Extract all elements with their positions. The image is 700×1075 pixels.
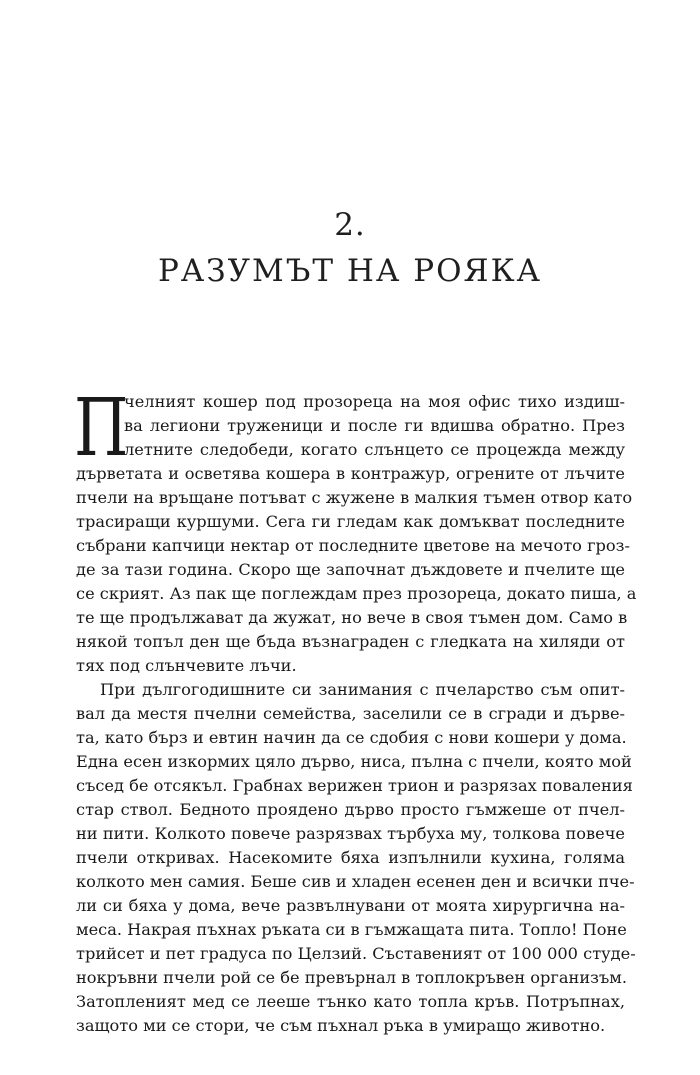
text-line: летните следобеди, когато слънцето се процежда между	[124, 440, 625, 459]
drop-cap: П	[74, 381, 129, 474]
text-line: Една есен изкормих цяло дърво, ниса, пълна с пчели, която мой	[76, 752, 632, 771]
text-line: пчели на връщане потъват с жужене в малкия тъмен отвор като	[76, 488, 633, 507]
text-line: те ще продължават да жужат, но вече в своя тъмен дом. Само в	[76, 608, 628, 627]
text-line: нокръвни пчели рой се бе превърнал в топлокръвен организъм.	[76, 968, 627, 987]
text-line: ни пити. Колкото повече разрязвах търбуха му, толкова повече	[76, 824, 625, 843]
chapter-number: 2.	[334, 207, 366, 243]
text-line: челният кошер под прозореца на моя офис тихо издиш-	[124, 392, 625, 411]
text-line: трийсет и пет градуса по Целзий. Съставеният от 100 000 студе-	[76, 944, 636, 963]
text-line: пчели откривах. Насекомите бяха изпълнили кухина, голяма	[76, 848, 625, 867]
text-line: трасиращи куршуми. Сега ги гледам как домъкват последните	[76, 512, 625, 531]
body-text	[74, 381, 637, 1038]
text-line: дърветата и осветява кошера в контражур, огрените от лъчите	[76, 464, 625, 483]
text-line: де за тази година. Скоро ще започнат дъждовете и пчелите ще	[76, 560, 625, 579]
text-line: се скрият. Аз пак ще поглеждам през прозореца, докато пиша, а	[76, 584, 637, 603]
text-line: вал да местя пчелни семейства, заселили се в сгради и дърве-	[76, 704, 625, 723]
text-line: Затопленият мед се лееше тънко като топла кръв. Потръпнах,	[76, 992, 625, 1011]
paragraph-1	[74, 381, 637, 678]
paragraph-2	[76, 678, 636, 1038]
text-line: някой топъл ден ще бъда възнаграден с гледката на хиляди от	[76, 632, 625, 651]
text-line: стар ствол. Бедното проядено дърво просто гъмжеше от пчел-	[76, 800, 625, 819]
text-line: ва легиони труженици и после ги вдишва обратно. През	[124, 416, 625, 435]
text-line: При дългогодишните си занимания с пчеларство съм опит-	[100, 680, 625, 699]
text-line: колкото мен самия. Беше сив и хладен есенен ден и всички пче-	[76, 872, 635, 891]
text-line: ли си бяха у дома, вече развълнувани от моята хирургична на-	[76, 896, 625, 915]
chapter-title: РАЗУМЪТ НА РОЯКА	[157, 253, 543, 289]
text-line: меса. Накрая пъхнах ръката си в гъмжащата пита. Топло! Поне	[76, 920, 627, 939]
text-line: събрани капчици нектар от последните цветове на мечото грoз-	[76, 536, 630, 555]
text-line: съсед бе отсякъл. Грабнах верижен трион и разрязах поваления	[76, 776, 633, 795]
text-line: та, като бърз и евтин начин да се сдобия с нови кошери у дома.	[76, 728, 627, 747]
text-line: защото ми се стори, че съм пъхнал ръка в умиращо животно.	[76, 1016, 606, 1035]
text-line: тях под слънчевите лъчи.	[76, 656, 297, 675]
